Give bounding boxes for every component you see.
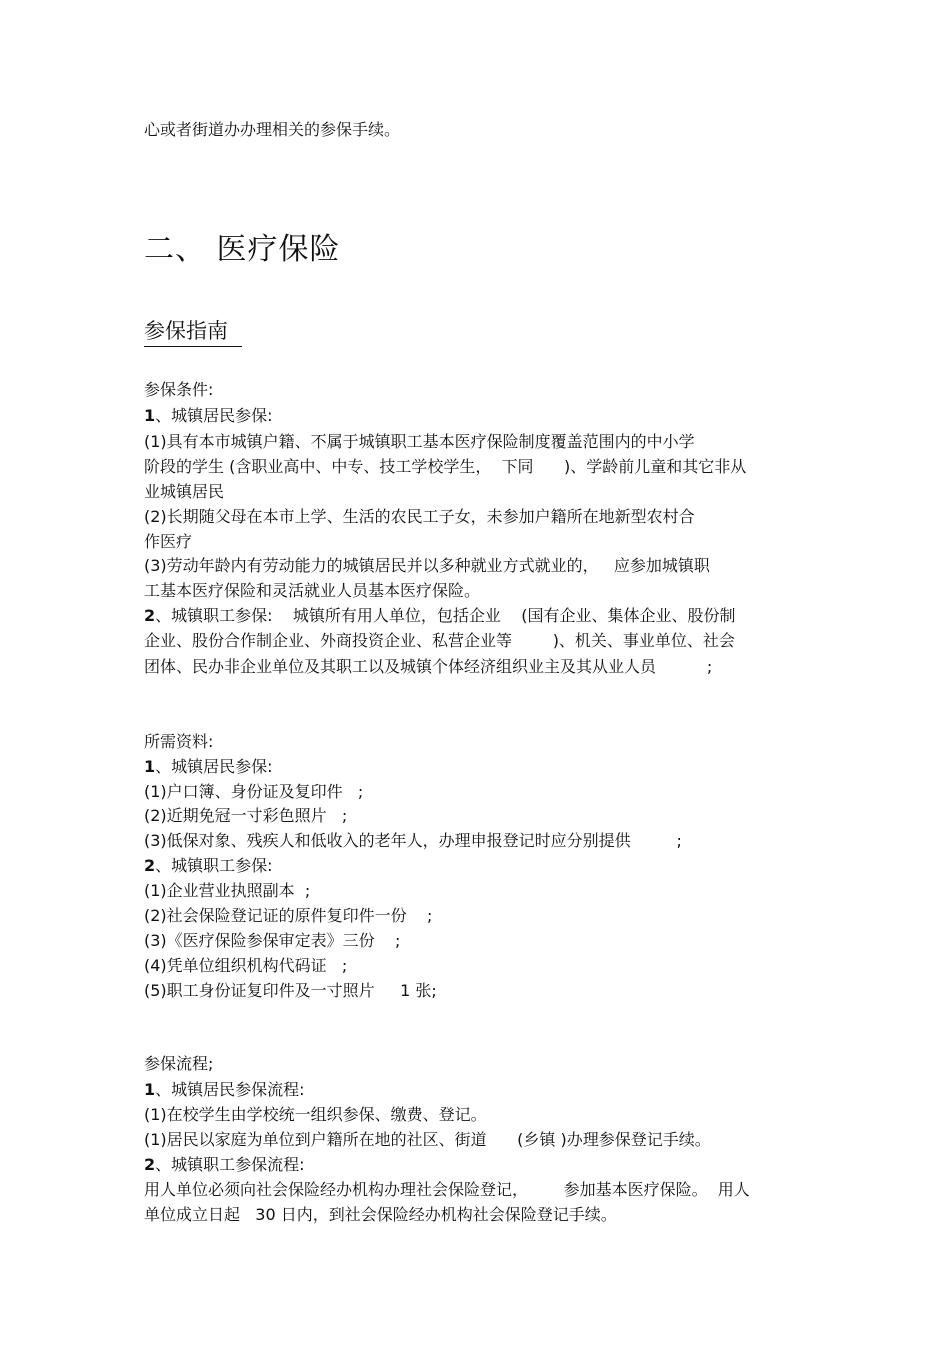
conditions-workers-line3: 团体、民办非企业单位及其职工以及城镇个体经济组织业主及其从业人员 ; (144, 657, 713, 676)
list-text: 、城镇职工参保: 城镇所有用人单位，包括企业 (国有企业、集体企业、股份制 (155, 606, 736, 625)
materials-residents-heading (144, 756, 273, 778)
conditions-workers-line2: 企业、股份合作制企业、外商投资企业、私营企业等 )、机关、事业单位、社会 (144, 631, 735, 650)
process-workers-line1: 用人单位必须向社会保险经办机构办理社会保险登记， 参加基本医疗保险。 用人 (144, 1180, 750, 1199)
conditions-item2-line2: 作医疗 (144, 532, 193, 551)
conditions-item1-line2: 阶段的学生 (含职业高中、中专、技工学校学生， 下同 )、学龄前儿童和其它非从 (144, 457, 747, 476)
list-heading-text: 、城镇居民参保: (155, 406, 273, 425)
materials-workers-heading (144, 855, 273, 877)
process-p2: (1)居民以家庭为单位到户籍所在地的社区、街道 (乡镇 )办理参保登记手续。 (144, 1130, 711, 1149)
materials-r3: (3)低保对象、残疾人和低收入的老年人，办理申报登记时应分别提供 ; (144, 831, 682, 850)
process-residents-heading (144, 1079, 305, 1101)
list-number: 2 (144, 856, 156, 875)
materials-r2: (2)近期免冠一寸彩色照片 ; (144, 806, 348, 825)
conditions-item1-line1: (1)具有本市城镇户籍、不属于城镇职工基本医疗保险制度覆盖范围内的中小学 (144, 432, 695, 451)
conditions-workers-line1 (144, 605, 735, 627)
materials-w4: (4)凭单位组织机构代码证 ; (144, 956, 348, 975)
conditions-item1-line3: 业城镇居民 (144, 482, 225, 501)
materials-r1: (1)户口簿、身份证及复印件 ; (144, 782, 364, 801)
list-heading-text: 、城镇职工参保流程: (155, 1155, 305, 1174)
intro-continuation: 心或者街道办办理相关的参保手续。 (144, 120, 401, 139)
materials-w1: (1)企业营业执照副本 ; (144, 881, 311, 900)
process-p1: (1)在校学生由学校统一组织参保、缴费、登记。 (144, 1105, 487, 1124)
process-workers-heading (144, 1154, 305, 1176)
materials-title: 所需资料: (144, 732, 214, 751)
list-number: 1 (144, 406, 156, 425)
list-number: 2 (144, 1155, 156, 1174)
subsection-heading: 参保指南 (144, 316, 242, 347)
process-workers-line2: 单位成立日起 30 日内，到社会保险经办机构社会保险登记手续。 (144, 1205, 617, 1224)
list-number: 1 (144, 1080, 156, 1099)
list-number: 2 (144, 606, 156, 625)
conditions-item2-line1: (2)长期随父母在本市上学、生活的农民工子女，未参加户籍所在地新型农村合 (144, 507, 695, 526)
conditions-item3-line1: (3)劳动年龄内有劳动能力的城镇居民并以多种就业方式就业的， 应参加城镇职 (144, 556, 710, 575)
conditions-residents-heading (144, 405, 273, 427)
section-heading: 二、 医疗保险 (144, 232, 341, 267)
conditions-item3-line2: 工基本医疗保险和灵活就业人员基本医疗保险。 (144, 581, 481, 600)
list-number: 1 (144, 757, 156, 776)
process-title: 参保流程; (144, 1054, 214, 1073)
materials-w5: (5)职工身份证复印件及一寸照片 1 张; (144, 981, 437, 1000)
list-heading-text: 、城镇居民参保流程: (155, 1080, 305, 1099)
conditions-title: 参保条件: (144, 380, 214, 399)
list-heading-text: 、城镇职工参保: (155, 856, 273, 875)
materials-w2: (2)社会保险登记证的原件复印件一份 ; (144, 906, 433, 925)
list-heading-text: 、城镇居民参保: (155, 757, 273, 776)
materials-w3: (3)《医疗保险参保审定表》三份 ; (144, 931, 401, 950)
